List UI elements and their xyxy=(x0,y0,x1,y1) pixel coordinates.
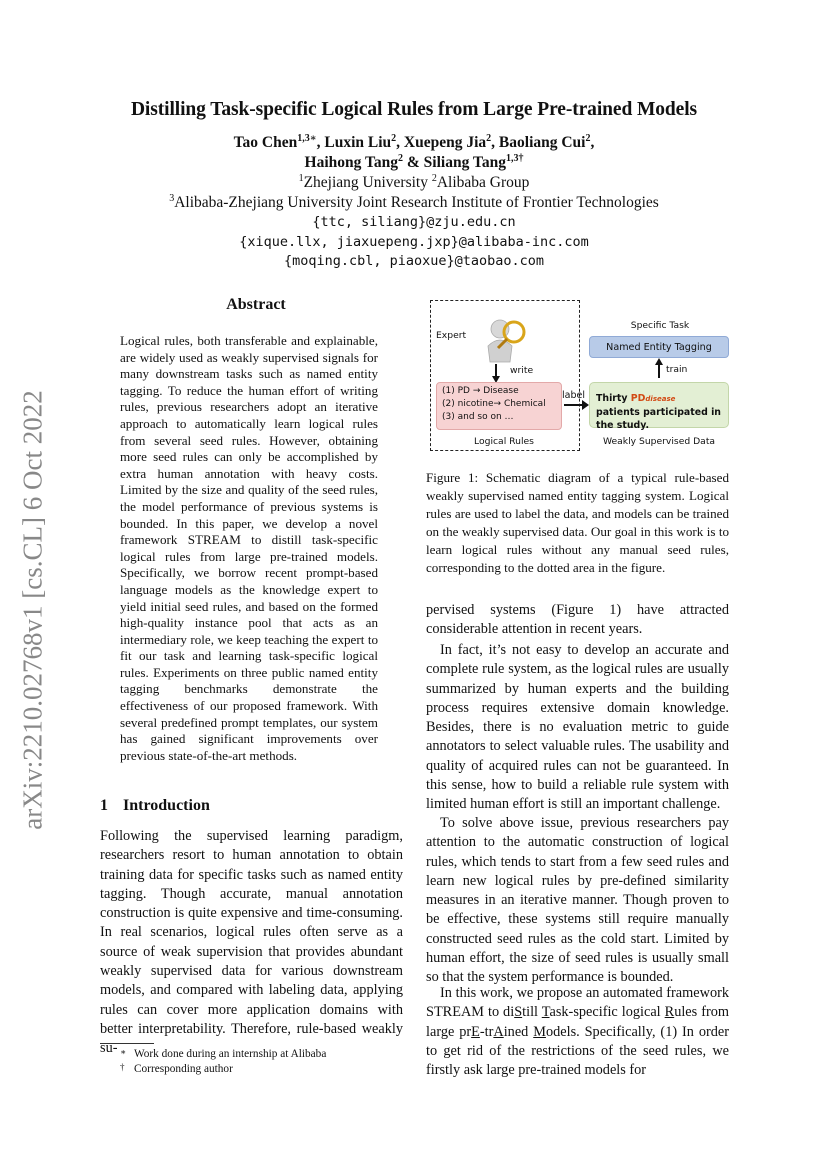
author-affiliation-mark: 1,3∗ xyxy=(297,133,317,144)
section-number: 1 xyxy=(100,797,108,814)
affiliation-mark: 3 xyxy=(169,193,175,204)
body-paragraph: To solve above issue, previous researchers pay attention to the automatic construction of logical rules, which tends to start from a few seed rules and learn new logical rules by pre-defined similarity measures in an iterative manner. Though proven to be effective, these systems still require manually constructed seed rules as the cold start. Limited by human effort, the size of seed rules is usually small so that the system performance is bounded. xyxy=(426,815,729,986)
arxiv-sidebar xyxy=(8,375,58,845)
author-separator: , xyxy=(590,134,595,151)
author-line-1 xyxy=(0,134,828,152)
text-run: ined xyxy=(503,1023,534,1040)
acronym-letter: R xyxy=(664,1004,675,1021)
footnotes xyxy=(100,1047,326,1077)
footnote-divider xyxy=(100,1043,154,1044)
footnote-text: Work done during an internship at Alibaba xyxy=(134,1048,327,1060)
label-arrow-head xyxy=(582,400,589,410)
entity-mention: PD xyxy=(630,393,646,404)
intro-paragraph: Following the supervised learning paradigm, researchers resort to human annotation to obtain training data for specific tasks such as named entity tagging. Though accurate, manual annotation construction is quite expensive and time-consuming. In real scenarios, logical rules often serve as a source of weak supervision that provides abundant weakly supervised data for various downstream models, and compared with labeling data, applying rules can cover more application domains with better interpretability. Therefore, rule-based weakly su- xyxy=(100,828,403,1057)
email-line: {ttc, siliang}@zju.edu.cn xyxy=(312,214,516,230)
logical-rules-box xyxy=(436,382,562,430)
affiliation-line-2 xyxy=(0,194,828,212)
author-affiliation-mark: 2 xyxy=(391,133,397,144)
acronym-letter: S xyxy=(514,1004,523,1021)
text-run: odels. Specifically, (1) In order to get rid of the restrictions of the seed rules, we firstly ask large pre-trained models for xyxy=(426,1023,729,1079)
text-run: -tr xyxy=(479,1023,494,1040)
affiliation-name: Zhejiang University xyxy=(303,174,432,191)
sample-text: patients participated in the study. xyxy=(596,407,721,431)
author-affiliation-mark: 2 xyxy=(486,133,492,144)
author-name: Tao Chen xyxy=(233,134,298,151)
footnote xyxy=(100,1062,326,1077)
text-run: ules from large pr xyxy=(426,1004,729,1040)
author-name: Haihong Tang xyxy=(304,154,399,171)
label-arrow-text: label xyxy=(562,390,585,401)
rule-item: (1) PD → Disease xyxy=(442,386,519,396)
text-run: till xyxy=(522,1004,542,1021)
author-affiliation-mark: 2 xyxy=(398,153,404,164)
footnote-mark: † xyxy=(120,1062,125,1072)
entity-type: disease xyxy=(645,395,676,403)
rule-item: (3) and so on … xyxy=(442,412,514,422)
sample-text: Thirty xyxy=(596,393,631,404)
train-arrow xyxy=(658,362,660,378)
specific-task-label: Specific Task xyxy=(630,320,690,331)
arxiv-identifier: arXiv:2210.02768v1 [cs.CL] 6 Oct 2022 xyxy=(17,390,48,830)
expert-label: Expert xyxy=(436,330,467,341)
expert-figure-icon xyxy=(470,314,530,366)
abstract-heading: Abstract xyxy=(226,296,286,313)
affiliation-name: Alibaba-Zhejiang University Joint Research Institute of Frontier Technologies xyxy=(174,194,659,211)
body-paragraph: pervised systems (Figure 1) have attracted considerable attention in recent years. xyxy=(426,602,729,638)
footnote-mark: ∗ xyxy=(120,1047,127,1057)
acronym-letter: M xyxy=(533,1023,546,1040)
figure-caption: Figure 1: Schematic diagram of a typical rule-based weakly supervised named entity tagging system. Logical rules are used to label the data, and models can be trained on the weakly supervised data. Our goal in this work is to learn logical rules without any manual seed rules, corresponding to the dotted area in the figure. xyxy=(426,470,729,575)
text-run: ask-specific logical xyxy=(549,1004,665,1021)
affiliation-line-1 xyxy=(0,174,828,192)
affiliation-name: Alibaba Group xyxy=(436,174,530,191)
abstract-body: Logical rules, both transferable and explainable, are widely used as weakly supervised signals for many downstream tasks such as named entity tagging. To reduce the human effort of writing rules, previous researchers adopt an iterative approach to automatically learn logical rules from several seed rules. However, obtaining more seed rules can only be accomplished by extra human annotation with heavy costs. Limited by the size and quality of the seed rules, the model performance of previous systems is bounded. In this paper, we develop a novel framework STREAM to distill task-specific logical rules from large pre-trained models. Specifically, we borrow recent prompt-based language models as the knowledge expert to yield initial seed rules, and based on the formed high-quality instance pool that acts as an intermediary role, we keep teaching the expert to fit our task and learning task-specific logical rules. Experiments on three public named entity tagging benchmarks demonstrate the effectiveness of our proposed framework. With several predefined prompt templates, our system has gained significant improvements over previous state-of-the-art methods. xyxy=(120,333,378,763)
section-heading-introduction xyxy=(100,797,210,815)
paper-title: Distilling Task-specific Logical Rules from Large Pre-trained Models xyxy=(130,99,698,120)
text-run: In this work, we propose an automated framework STREAM to di xyxy=(426,985,729,1021)
footnote-text: Corresponding author xyxy=(134,1063,233,1075)
affiliation-mark: 1 xyxy=(298,173,304,184)
author-name: , Xuepeng Jia xyxy=(396,134,487,151)
author-name: & Siliang Tang xyxy=(403,154,506,171)
section-title: Introduction xyxy=(123,797,210,814)
email-line: {xique.llx, jiaxuepeng.jxp}@alibaba-inc.com xyxy=(239,234,589,250)
author-line-2 xyxy=(0,154,828,172)
logical-rules-label: Logical Rules xyxy=(474,436,534,447)
body-paragraph xyxy=(426,984,729,1080)
author-name: , Baoliang Cui xyxy=(491,134,586,151)
affiliation-mark: 2 xyxy=(431,173,437,184)
named-entity-tagging-box: Named Entity Tagging xyxy=(589,336,729,358)
write-label: write xyxy=(510,365,534,376)
author-affiliation-mark: 1,3† xyxy=(505,153,524,164)
acronym-letter: T xyxy=(541,1004,550,1021)
email-line: {moqing.cbl, piaoxue}@taobao.com xyxy=(283,253,545,269)
author-name: , Luxin Liu xyxy=(316,134,392,151)
acronym-letter: A xyxy=(493,1023,504,1040)
author-affiliation-mark: 2 xyxy=(585,133,591,144)
weakly-supervised-data-label: Weakly Supervised Data xyxy=(602,436,716,447)
figure-1 xyxy=(426,296,738,458)
footnote xyxy=(100,1047,326,1062)
rule-item: (2) nicotine→ Chemical xyxy=(442,399,546,409)
weakly-supervised-data-box xyxy=(589,382,729,431)
train-label: train xyxy=(666,364,688,375)
acronym-letter: E xyxy=(471,1023,480,1040)
body-paragraph: In fact, it’s not easy to develop an accurate and complete rule system, as the logical rules are usually summarized by human experts and the building process requires extensive domain knowledge. Besides, there is no evaluation metric to guide annotators to select valuable rules. The usability and quality of acquired rules can not be guaranteed. In this sense, how to build a reliable rule system with limited human effort is still an important challenge. xyxy=(426,642,729,813)
